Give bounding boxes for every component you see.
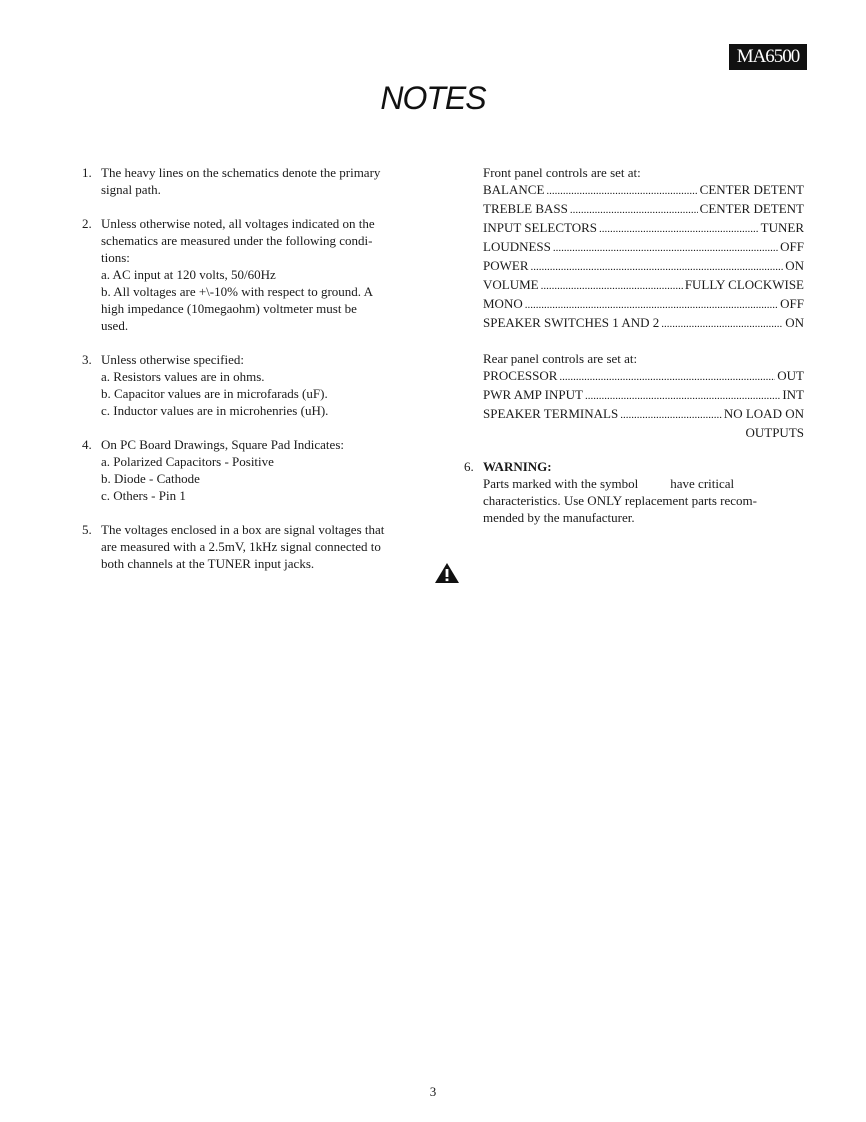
note-text xyxy=(101,521,417,572)
note-3 xyxy=(82,351,417,419)
control-name: PWR AMP INPUT xyxy=(483,387,583,402)
leader-dots xyxy=(525,295,778,314)
notes-right-column xyxy=(464,164,804,543)
control-name: POWER xyxy=(483,258,529,273)
note-line: The heavy lines on the schematics denote the primary xyxy=(101,165,381,180)
control-value: NO LOAD ON xyxy=(723,406,804,421)
control-name: MONO xyxy=(483,296,523,311)
warning-line: mended by the manufacturer. xyxy=(483,510,635,525)
note-line: Unless otherwise noted, all voltages indicated on the xyxy=(101,216,375,231)
control-name: BALANCE xyxy=(483,182,545,197)
note-line: c. Others - Pin 1 xyxy=(101,488,186,503)
control-row xyxy=(483,219,804,238)
warning-heading: WARNING: xyxy=(483,459,552,474)
leader-dots xyxy=(585,386,780,405)
control-row xyxy=(483,181,804,200)
note-line: b. All voltages are +\-10% with respect to ground. A xyxy=(101,284,373,299)
leader-dots xyxy=(531,257,784,276)
note-5 xyxy=(82,521,417,572)
control-value: OFF xyxy=(780,296,804,311)
note-6-warning xyxy=(464,458,804,526)
leader-dots xyxy=(553,238,778,257)
leader-dots xyxy=(661,314,783,333)
note-number: 1. xyxy=(82,165,92,180)
note-line: The voltages enclosed in a box are signal voltages that xyxy=(101,522,385,537)
control-value: ON xyxy=(785,258,804,273)
note-line: b. Capacitor values are in microfarads (uF). xyxy=(101,386,328,401)
control-row xyxy=(483,295,804,314)
control-name: PROCESSOR xyxy=(483,368,558,383)
rear-panel-settings xyxy=(464,350,804,441)
control-name: LOUDNESS xyxy=(483,239,551,254)
note-text xyxy=(101,351,417,419)
note-line: a. Polarized Capacitors - Positive xyxy=(101,454,274,469)
model-badge: MA6500 xyxy=(729,44,807,70)
front-panel-heading: Front panel controls are set at: xyxy=(483,165,641,180)
front-panel-settings xyxy=(464,164,804,333)
leader-dots xyxy=(620,405,722,424)
note-number: 6. xyxy=(464,459,474,474)
note-line: used. xyxy=(101,318,129,333)
control-row xyxy=(483,314,804,333)
note-number: 2. xyxy=(82,216,92,231)
leader-dots xyxy=(570,200,698,219)
leader-dots xyxy=(599,219,759,238)
control-name: VOLUME xyxy=(483,277,539,292)
rear-panel-heading: Rear panel controls are set at: xyxy=(483,351,638,366)
warning-line-part: Parts marked with the symbol xyxy=(483,476,639,491)
note-line: high impedance (10megaohm) voltmeter must be xyxy=(101,301,357,316)
leader-dots xyxy=(541,276,683,295)
note-line: both channels at the TUNER input jacks. xyxy=(101,556,315,571)
note-line: signal path. xyxy=(101,182,161,197)
warning-line-part: have critical xyxy=(670,476,735,491)
control-value: CENTER DETENT xyxy=(699,201,804,216)
control-row xyxy=(483,238,804,257)
control-row xyxy=(483,257,804,276)
page-number: 3 xyxy=(429,1084,437,1099)
note-line: tions: xyxy=(101,250,130,265)
note-text xyxy=(101,164,417,198)
warning-triangle-icon xyxy=(434,562,460,584)
leader-dots xyxy=(559,367,775,386)
control-value: TUNER xyxy=(760,220,804,235)
note-line: a. AC input at 120 volts, 50/60Hz xyxy=(101,267,276,282)
warning-line: characteristics. Use ONLY replacement parts recom- xyxy=(483,493,757,508)
control-name: SPEAKER SWITCHES 1 AND 2 xyxy=(483,315,660,330)
note-1 xyxy=(82,164,417,198)
note-line: Unless otherwise specified: xyxy=(101,352,244,367)
control-row xyxy=(483,200,804,219)
control-name: TREBLE BASS xyxy=(483,201,568,216)
control-value: OUT xyxy=(777,368,804,383)
warning-text xyxy=(483,458,804,526)
control-name: INPUT SELECTORS xyxy=(483,220,598,235)
page-title: NOTES xyxy=(380,80,486,116)
note-4 xyxy=(82,436,417,504)
control-value: CENTER DETENT xyxy=(699,182,804,197)
note-line: b. Diode - Cathode xyxy=(101,471,200,486)
note-number: 3. xyxy=(82,352,92,367)
note-line: schematics are measured under the following condi- xyxy=(101,233,373,248)
note-number: 5. xyxy=(82,522,92,537)
control-value: ON xyxy=(785,315,804,330)
leader-dots xyxy=(546,181,697,200)
notes-left-column xyxy=(82,164,417,589)
note-2 xyxy=(82,215,417,334)
control-name: SPEAKER TERMINALS xyxy=(483,406,619,421)
note-line: On PC Board Drawings, Square Pad Indicates: xyxy=(101,437,344,452)
note-text xyxy=(101,436,417,504)
control-row xyxy=(483,276,804,295)
note-line: c. Inductor values are in microhenries (uH). xyxy=(101,403,329,418)
control-value: FULLY CLOCKWISE xyxy=(684,277,804,292)
control-value: INT xyxy=(782,387,804,402)
control-row xyxy=(483,386,804,405)
control-row xyxy=(483,367,804,386)
note-line: are measured with a 2.5mV, 1kHz signal connected to xyxy=(101,539,381,554)
note-text xyxy=(101,215,417,334)
control-value: OFF xyxy=(780,239,804,254)
note-line: a. Resistors values are in ohms. xyxy=(101,369,265,384)
control-value-continuation: OUTPUTS xyxy=(745,425,804,440)
note-number: 4. xyxy=(82,437,92,452)
control-row xyxy=(483,405,804,424)
warning-line xyxy=(483,475,804,492)
